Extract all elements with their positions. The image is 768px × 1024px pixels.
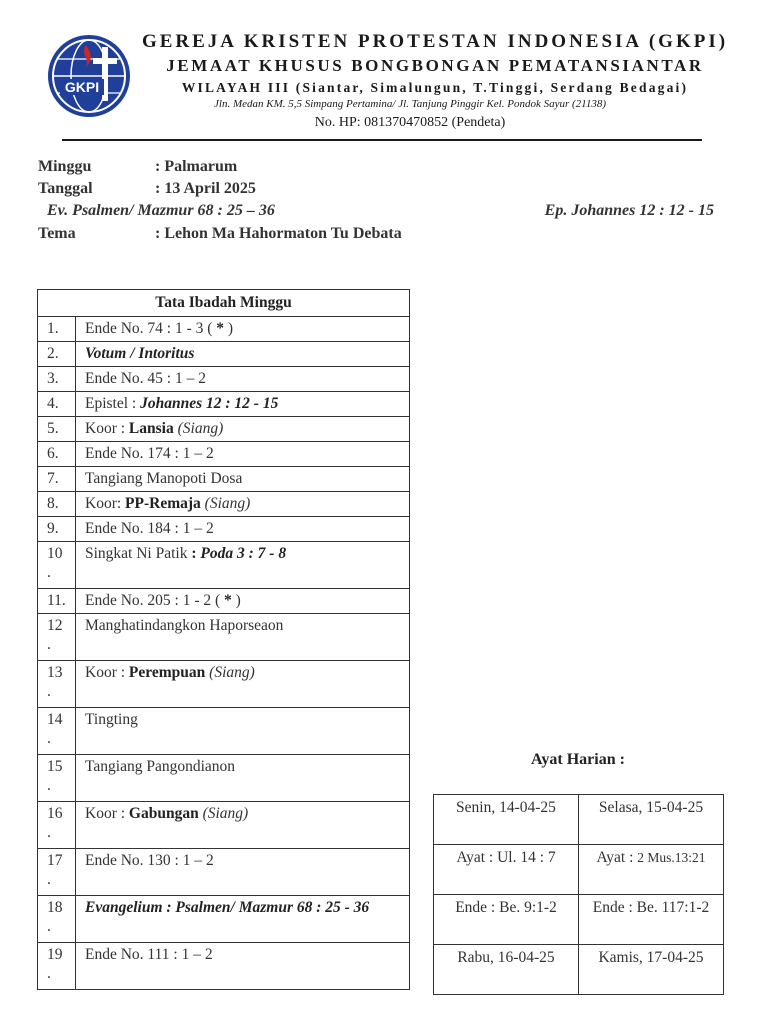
- logo-text: GKPI: [64, 79, 100, 95]
- ayat-cell-ayat-selasa: [579, 845, 724, 895]
- row-content: [76, 517, 410, 542]
- row-number-text: 16: [47, 805, 63, 822]
- row-number-dot: .: [47, 564, 51, 581]
- table-row: [38, 849, 410, 896]
- org-name: GEREJA KRISTEN PROTESTAN INDONESIA (GKPI): [141, 31, 729, 52]
- row-number-text: 15: [47, 758, 63, 775]
- row-number-dot: .: [47, 871, 51, 888]
- row-text: Koor :: [85, 805, 129, 822]
- row-number-dot: .: [47, 965, 51, 982]
- ayat-cell-ayat-senin: Ayat : Ul. 14 : 7: [434, 845, 579, 895]
- row-italic: (Siang): [205, 664, 255, 681]
- ayat-cell-kamis: Kamis, 17-04-25: [579, 945, 724, 995]
- row-text: Ende No. 74 : 1 - 3 (: [85, 320, 217, 337]
- row-number-dot: .: [47, 918, 51, 935]
- header-divider: [62, 139, 702, 141]
- table-row: [38, 367, 410, 392]
- table-row: [38, 517, 410, 542]
- ayat-cell-ende-senin: Ende : Be. 9:1-2: [434, 895, 579, 945]
- ayat-cell-ende-selasa: Ende : Be. 117:1-2: [579, 895, 724, 945]
- table-row: [38, 755, 410, 802]
- row-content: [76, 492, 410, 517]
- row-text: Ende No. 205 : 1 - 2 (: [85, 592, 225, 609]
- row-number-dot: .: [47, 636, 51, 653]
- table-row: [38, 392, 410, 417]
- row-text: Ende No. 45 : 1 – 2: [85, 370, 206, 387]
- table-row: [38, 708, 410, 755]
- row-number-text: 4.: [47, 395, 59, 412]
- ayat-cell-rabu: Rabu, 16-04-25: [434, 945, 579, 995]
- row-number: [38, 467, 76, 492]
- table-row: [38, 614, 410, 661]
- row-text: Koor:: [85, 495, 126, 512]
- row-text: Ende No. 184 : 1 – 2: [85, 520, 214, 537]
- row-text: Koor :: [85, 420, 129, 437]
- region-line: WILAYAH III (Siantar, Simalungun, T.Tinggi, Serdang Bedagai): [181, 80, 689, 95]
- row-content: [76, 896, 410, 943]
- row-content: [76, 943, 410, 990]
- row-content: [76, 317, 410, 342]
- row-number: [38, 943, 76, 990]
- minggu-value: : Palmarum: [155, 158, 238, 175]
- evangelium-reference: Ev. Psalmen/ Mazmur 68 : 25 – 36: [47, 202, 275, 219]
- row-number: [38, 896, 76, 943]
- tata-ibadah-title: Tata Ibadah Minggu: [38, 290, 410, 317]
- row-number-text: 14: [47, 711, 63, 728]
- row-number: [38, 614, 76, 661]
- ayat-cell-selasa: Selasa, 15-04-25: [579, 795, 724, 845]
- row-italic: (Siang): [200, 495, 251, 512]
- row-number-dot: .: [47, 777, 51, 794]
- ayat-selasa-ref: 2 Mus.13:21: [637, 850, 706, 865]
- tema-label: Tema: [38, 225, 76, 242]
- row-number: [38, 589, 76, 614]
- row-text: Epistel :: [85, 395, 141, 412]
- row-content: [76, 442, 410, 467]
- row-bold: Gabungan: [128, 805, 199, 822]
- table-row: [38, 943, 410, 990]
- row-content: [76, 392, 410, 417]
- row-number: [38, 802, 76, 849]
- row-bold: *: [216, 320, 225, 337]
- row-number-text: 3.: [47, 370, 59, 387]
- row-number: [38, 517, 76, 542]
- row-content: [76, 417, 410, 442]
- row-content: [76, 708, 410, 755]
- tanggal-label: Tanggal: [38, 180, 93, 197]
- row-text: Tangiang Manopoti Dosa: [85, 470, 243, 487]
- ayat-prefix: Ayat :: [596, 849, 638, 866]
- table-row: [38, 442, 410, 467]
- row-text: Ende No. 174 : 1 – 2: [85, 445, 214, 462]
- row-number: [38, 542, 76, 589]
- row-number: [38, 417, 76, 442]
- row-text: Tingting: [85, 711, 138, 728]
- table-row: [38, 342, 410, 367]
- row-bold: :: [191, 545, 201, 562]
- row-number-text: 11.: [47, 592, 66, 609]
- row-number: [38, 442, 76, 467]
- table-row: [38, 802, 410, 849]
- ayat-harian-title: Ayat Harian :: [531, 751, 625, 768]
- row-text: Tangiang Pangondianon: [85, 758, 236, 775]
- row-number: [38, 342, 76, 367]
- row-bold-italic: Johannes 12 : 12 - 15: [140, 395, 279, 412]
- tema-value: : Lehon Ma Hahormaton Tu Debata: [155, 225, 402, 242]
- row-number-text: 10: [47, 545, 63, 562]
- row-number-text: 1.: [47, 320, 59, 337]
- table-row: [38, 417, 410, 442]
- row-content: [76, 467, 410, 492]
- row-number-text: 12: [47, 617, 63, 634]
- row-text: Manghatindangkon Haporseaon: [85, 617, 284, 634]
- gkpi-logo: [46, 33, 132, 119]
- row-number-text: 13: [47, 664, 63, 681]
- row-number-text: 17: [47, 852, 63, 869]
- row-text: Singkat Ni Patik: [85, 545, 192, 562]
- tanggal-value: : 13 April 2025: [155, 180, 256, 197]
- congregation-name: JEMAAT KHUSUS BONGBONGAN PEMATANSIANTAR: [166, 56, 704, 75]
- phone-line: No. HP: 081370470852 (Pendeta): [314, 115, 506, 130]
- address-line: Jln. Medan KM. 5,5 Simpang Pertamina/ Jl. Tanjung Pinggir Kel. Pondok Sayur (21138): [214, 98, 606, 110]
- row-content: [76, 542, 410, 589]
- table-row: [38, 589, 410, 614]
- row-italic: (Siang): [198, 805, 249, 822]
- row-bold-italic: Votum / Intoritus: [85, 345, 195, 362]
- row-content: [76, 661, 410, 708]
- row-number-dot: .: [47, 683, 51, 700]
- row-bold: Lansia: [128, 420, 174, 437]
- table-row: [38, 542, 410, 589]
- row-bold-italic: Poda 3 : 7 - 8: [200, 545, 287, 562]
- row-number-text: 2.: [47, 345, 59, 362]
- row-number: [38, 755, 76, 802]
- minggu-label: Minggu: [38, 158, 92, 175]
- row-number-dot: .: [47, 730, 51, 747]
- row-number: [38, 392, 76, 417]
- row-number-text: 6.: [47, 445, 59, 462]
- table-row: [38, 467, 410, 492]
- ayat-harian-table: [433, 794, 724, 995]
- row-content: [76, 849, 410, 896]
- row-text: Ende No. 130 : 1 – 2: [85, 852, 214, 869]
- table-row: [38, 661, 410, 708]
- row-number-text: 9.: [47, 520, 59, 537]
- row-number: [38, 367, 76, 392]
- row-bold: PP-Remaja: [125, 495, 201, 512]
- tata-ibadah-table: [37, 289, 410, 990]
- row-after: ): [224, 320, 234, 337]
- row-number-text: 18: [47, 899, 63, 916]
- row-after: ): [231, 592, 241, 609]
- row-bold: Perempuan: [128, 664, 206, 681]
- row-number: [38, 849, 76, 896]
- row-content: [76, 614, 410, 661]
- row-content: [76, 342, 410, 367]
- row-italic: (Siang): [173, 420, 224, 437]
- row-text: Ende No. 111 : 1 – 2: [85, 946, 213, 963]
- row-number-dot: .: [47, 824, 51, 841]
- row-bold: *: [224, 592, 232, 609]
- row-number: [38, 708, 76, 755]
- row-content: [76, 367, 410, 392]
- row-number-text: 7.: [47, 470, 59, 487]
- table-row: [38, 317, 410, 342]
- row-content: [76, 589, 410, 614]
- row-bold-italic: Evangelium : Psalmen/ Mazmur 68 : 25 - 36: [85, 899, 370, 916]
- row-number-text: 8.: [47, 495, 59, 512]
- table-row: [38, 896, 410, 943]
- table-row: [38, 492, 410, 517]
- row-number: [38, 317, 76, 342]
- row-content: [76, 802, 410, 849]
- tata-ibadah-rows: [38, 317, 410, 990]
- row-number-text: 19: [47, 946, 63, 963]
- ayat-cell-senin: Senin, 14-04-25: [434, 795, 579, 845]
- row-text: Koor :: [85, 664, 129, 681]
- row-number: [38, 661, 76, 708]
- row-number-text: 5.: [47, 420, 59, 437]
- row-content: [76, 755, 410, 802]
- epistel-reference: Ep. Johannes 12 : 12 - 15: [544, 202, 714, 219]
- row-number: [38, 492, 76, 517]
